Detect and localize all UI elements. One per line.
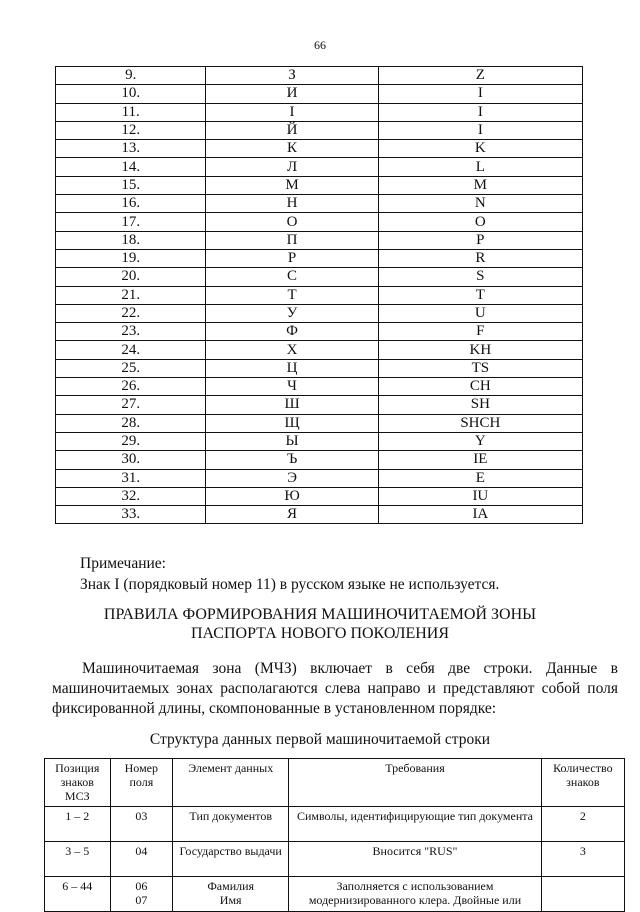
- row-number: 21.: [56, 286, 206, 304]
- row-number: 19.: [56, 249, 206, 267]
- cyrillic-letter: Э: [206, 469, 378, 487]
- table-row: [56, 378, 583, 396]
- cyrillic-letter: У: [206, 304, 378, 322]
- cell-position: 1 – 2: [45, 807, 111, 842]
- row-number: 29.: [56, 432, 206, 450]
- table-row: [56, 195, 583, 213]
- row-number: 22.: [56, 304, 206, 322]
- cyrillic-letter: Х: [206, 341, 378, 359]
- table-row: [56, 304, 583, 322]
- row-number: 17.: [56, 213, 206, 231]
- latin-equivalent: KH: [378, 341, 582, 359]
- transliteration-table: [55, 66, 583, 524]
- latin-equivalent: SHCH: [378, 414, 582, 432]
- cell-count: 3: [541, 842, 624, 877]
- cyrillic-letter: Т: [206, 286, 378, 304]
- header-element: Элемент данных: [173, 759, 289, 807]
- row-number: 14.: [56, 158, 206, 176]
- row-number: 28.: [56, 414, 206, 432]
- header-requirements: Требования: [289, 759, 541, 807]
- latin-equivalent: CH: [378, 378, 582, 396]
- latin-equivalent: E: [378, 469, 582, 487]
- table-row: [56, 176, 583, 194]
- cell-element: Тип документов: [173, 807, 289, 842]
- table-row: [56, 67, 583, 85]
- mrz-structure-table: [44, 758, 625, 912]
- cyrillic-letter: Ш: [206, 396, 378, 414]
- row-number: 11.: [56, 103, 206, 121]
- cyrillic-letter: П: [206, 231, 378, 249]
- table-row: [56, 268, 583, 286]
- cell-element: Фамилия Имя: [173, 877, 289, 912]
- latin-equivalent: I: [378, 85, 582, 103]
- latin-equivalent: K: [378, 140, 582, 158]
- table-row: [45, 807, 625, 842]
- table-row: [56, 103, 583, 121]
- row-number: 10.: [56, 85, 206, 103]
- cell-requirements: Заполняется с использованием модернизированного клера. Двойные или: [289, 877, 541, 912]
- cyrillic-letter: Ы: [206, 432, 378, 450]
- cyrillic-letter: I: [206, 103, 378, 121]
- table-row: [56, 85, 583, 103]
- row-number: 31.: [56, 469, 206, 487]
- cyrillic-letter: К: [206, 140, 378, 158]
- table-row: [45, 877, 625, 912]
- latin-equivalent: SH: [378, 396, 582, 414]
- cyrillic-letter: Л: [206, 158, 378, 176]
- latin-equivalent: IU: [378, 487, 582, 505]
- cell-field-no: 04: [110, 842, 173, 877]
- table-caption: Структура данных первой машиночитаемой строки: [149, 731, 491, 748]
- table-row: [56, 396, 583, 414]
- table-row: [56, 323, 583, 341]
- cyrillic-letter: И: [206, 85, 378, 103]
- latin-equivalent: S: [378, 268, 582, 286]
- cyrillic-letter: Я: [206, 506, 378, 524]
- cell-position: 3 – 5: [45, 842, 111, 877]
- latin-equivalent: I: [378, 121, 582, 139]
- table-row: [56, 213, 583, 231]
- table-row: [56, 359, 583, 377]
- table-row: [56, 469, 583, 487]
- latin-equivalent: IA: [378, 506, 582, 524]
- latin-equivalent: Y: [378, 432, 582, 450]
- latin-equivalent: Z: [378, 67, 582, 85]
- row-number: 27.: [56, 396, 206, 414]
- cyrillic-letter: О: [206, 213, 378, 231]
- latin-equivalent: N: [378, 195, 582, 213]
- header-count: Количество знаков: [541, 759, 624, 807]
- row-number: 33.: [56, 506, 206, 524]
- cell-count: [541, 877, 624, 912]
- table-row: [56, 158, 583, 176]
- table-row: [45, 842, 625, 877]
- header-position: Позиция знаков МСЗ: [45, 759, 111, 807]
- section-heading-line2: ПАСПОРТА НОВОГО ПОКОЛЕНИЯ: [190, 625, 449, 642]
- cyrillic-letter: З: [206, 67, 378, 85]
- cyrillic-letter: Щ: [206, 414, 378, 432]
- row-number: 13.: [56, 140, 206, 158]
- latin-equivalent: U: [378, 304, 582, 322]
- latin-equivalent: M: [378, 176, 582, 194]
- latin-equivalent: T: [378, 286, 582, 304]
- cyrillic-letter: М: [206, 176, 378, 194]
- cell-count: 2: [541, 807, 624, 842]
- row-number: 30.: [56, 451, 206, 469]
- row-number: 20.: [56, 268, 206, 286]
- cyrillic-letter: Ю: [206, 487, 378, 505]
- cyrillic-letter: Р: [206, 249, 378, 267]
- cell-element: Государство выдачи: [173, 842, 289, 877]
- cyrillic-letter: С: [206, 268, 378, 286]
- table-row: [56, 506, 583, 524]
- table-row: [56, 231, 583, 249]
- table-row: [56, 286, 583, 304]
- cell-requirements: Символы, идентифицирующие тип документа: [289, 807, 541, 842]
- note-text: Знак I (порядковый номер 11) в русском языке не используется.: [80, 576, 500, 593]
- table-row: [56, 341, 583, 359]
- row-number: 24.: [56, 341, 206, 359]
- latin-equivalent: P: [378, 231, 582, 249]
- table-row: [56, 249, 583, 267]
- row-number: 32.: [56, 487, 206, 505]
- cyrillic-letter: Ъ: [206, 451, 378, 469]
- row-number: 25.: [56, 359, 206, 377]
- table-row: [56, 487, 583, 505]
- cell-position: 6 – 44: [45, 877, 111, 912]
- row-number: 12.: [56, 121, 206, 139]
- row-number: 26.: [56, 378, 206, 396]
- latin-equivalent: L: [378, 158, 582, 176]
- latin-equivalent: TS: [378, 359, 582, 377]
- row-number: 9.: [56, 67, 206, 85]
- table-row: [56, 121, 583, 139]
- cyrillic-letter: Ц: [206, 359, 378, 377]
- latin-equivalent: O: [378, 213, 582, 231]
- cyrillic-letter: Н: [206, 195, 378, 213]
- header-field-no: Номер поля: [110, 759, 173, 807]
- cell-requirements: Вносится "RUS": [289, 842, 541, 877]
- table-row: [56, 451, 583, 469]
- page-number: 66: [314, 38, 326, 52]
- cyrillic-letter: Ф: [206, 323, 378, 341]
- cyrillic-letter: Ч: [206, 378, 378, 396]
- note: [80, 553, 499, 595]
- latin-equivalent: IE: [378, 451, 582, 469]
- cyrillic-letter: Й: [206, 121, 378, 139]
- row-number: 18.: [56, 231, 206, 249]
- latin-equivalent: I: [378, 103, 582, 121]
- cell-field-no: 06 07: [110, 877, 173, 912]
- row-number: 15.: [56, 176, 206, 194]
- table-row: [56, 414, 583, 432]
- body-paragraph: Машиночитаемая зона (МЧЗ) включает в себя две строки. Данные в машиночитаемых зонах располагаются слева направо и представляют собой поля фиксированной длины, скомпонованные в установленном порядке:: [52, 660, 618, 717]
- row-number: 23.: [56, 323, 206, 341]
- note-label: Примечание:: [80, 555, 166, 572]
- table-row: [56, 140, 583, 158]
- section-heading-line1: ПРАВИЛА ФОРМИРОВАНИЯ МАШИНОЧИТАЕМОЙ ЗОНЫ: [103, 606, 537, 623]
- section-heading: [0, 605, 640, 643]
- row-number: 16.: [56, 195, 206, 213]
- cell-field-no: 03: [110, 807, 173, 842]
- latin-equivalent: F: [378, 323, 582, 341]
- table-header-row: [45, 759, 625, 807]
- table-row: [56, 432, 583, 450]
- latin-equivalent: R: [378, 249, 582, 267]
